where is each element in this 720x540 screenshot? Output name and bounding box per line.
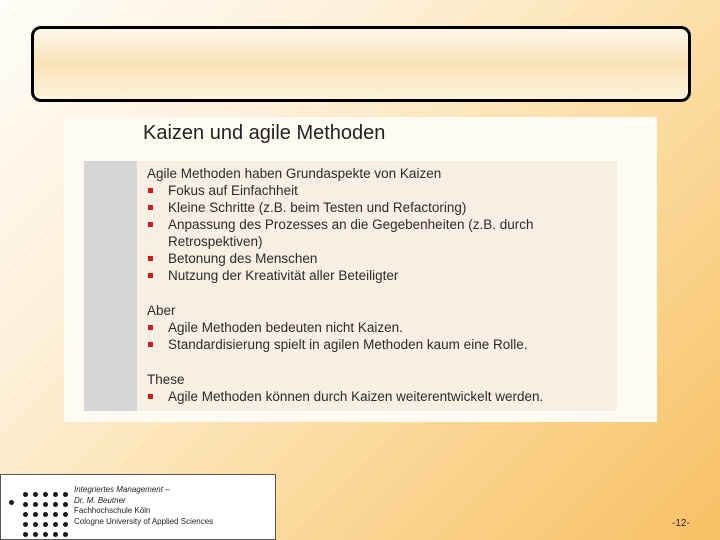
list-item: Fokus auf Einfachheit bbox=[147, 182, 617, 199]
list-item: Betonung des Menschen bbox=[147, 250, 617, 267]
section-heading: Aber bbox=[147, 303, 176, 318]
bullet-list bbox=[147, 182, 617, 284]
slide-content bbox=[137, 161, 617, 411]
section-heading: These bbox=[147, 372, 185, 387]
bullet-list bbox=[147, 388, 617, 405]
side-bar bbox=[84, 161, 137, 411]
list-item: Agile Methoden bedeuten nicht Kaizen. bbox=[147, 319, 617, 336]
institution-name: Fachhochschule Köln bbox=[74, 506, 151, 515]
bullet-icon bbox=[148, 394, 153, 399]
list-item: Standardisierung spielt in agilen Methoden kaum eine Rolle. bbox=[147, 336, 617, 353]
course-title: Integriertes Management – bbox=[74, 485, 170, 494]
bullet-icon bbox=[148, 273, 153, 278]
bullet-icon bbox=[148, 325, 153, 330]
list-item: Nutzung der Kreativität aller Beteiligter bbox=[147, 267, 617, 284]
page-number: -12- bbox=[672, 518, 690, 529]
list-item: Agile Methoden können durch Kaizen weiterentwickelt werden. bbox=[147, 388, 617, 405]
bullet-icon bbox=[148, 256, 153, 261]
footer-logo-box bbox=[0, 474, 276, 540]
bullet-icon bbox=[148, 342, 153, 347]
footer-text bbox=[74, 485, 213, 527]
list-item: Kleine Schritte (z.B. beim Testen und Refactoring) bbox=[147, 199, 617, 216]
embedded-slide bbox=[64, 117, 657, 422]
bullet-icon bbox=[148, 188, 153, 193]
slide-title: Kaizen und agile Methoden bbox=[143, 122, 386, 144]
institution-name-en: Cologne University of Applied Sciences bbox=[74, 516, 214, 526]
list-item: Anpassung des Prozesses an die Gegebenheiten (z.B. durch Retrospektiven) bbox=[147, 216, 617, 250]
bullet-list bbox=[147, 319, 617, 353]
bullet-icon bbox=[148, 205, 153, 210]
author-name: Dr. M. Beutner bbox=[74, 495, 126, 505]
section-heading: Agile Methoden haben Grundaspekte von Kaizen bbox=[147, 166, 442, 181]
bullet-icon bbox=[148, 222, 153, 227]
title-placeholder-box bbox=[31, 26, 691, 102]
